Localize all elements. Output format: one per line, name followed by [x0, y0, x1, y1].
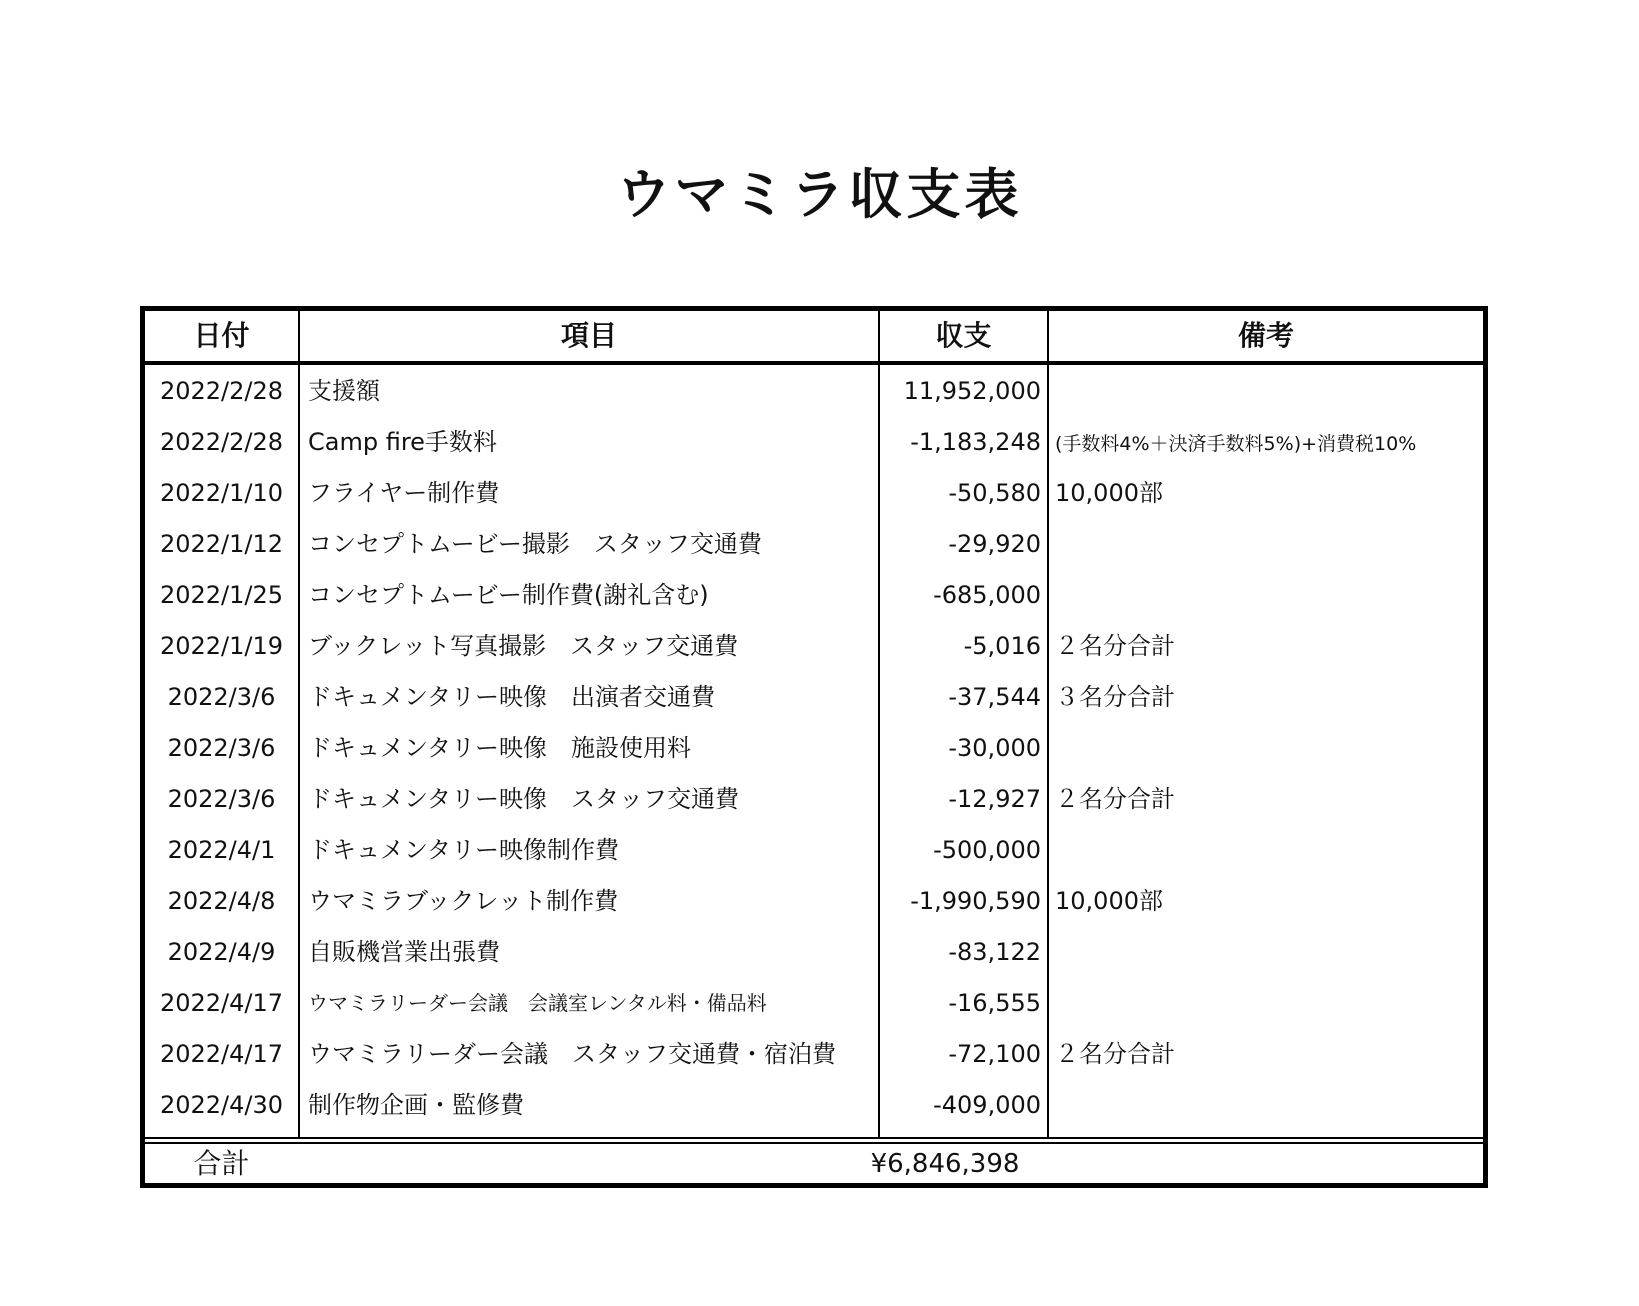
- cell-item: コンセプトムービー制作費(謝礼含む): [308, 581, 709, 609]
- cell-item: 支援額: [308, 377, 380, 405]
- cell-item: ドキュメンタリー映像 出演者交通費: [308, 683, 716, 711]
- ledger-table: [140, 306, 1488, 1188]
- cell-date: 2022/3/6: [167, 683, 276, 711]
- cell-item: ドキュメンタリー映像 スタッフ交通費: [308, 785, 740, 813]
- table-row: [145, 622, 1483, 673]
- cell-item: ブックレット写真撮影 スタッフ交通費: [308, 632, 739, 660]
- table-row: [145, 469, 1483, 520]
- cell-item: 自販機営業出張費: [308, 938, 500, 966]
- cell-note: (手数料4%＋決済手数料5%)+消費税10%: [1055, 433, 1417, 455]
- page-title: ウマミラ収支表: [616, 163, 1023, 226]
- table-row: [145, 418, 1483, 469]
- cell-date: 2022/4/9: [167, 938, 276, 966]
- cell-item: ドキュメンタリー映像制作費: [308, 836, 620, 864]
- table-row: [145, 571, 1483, 622]
- cell-item: ウマミラリーダー会議 スタッフ交通費・宿泊費: [308, 1040, 836, 1068]
- cell-item: 制作物企画・監修費: [308, 1091, 524, 1119]
- cell-amount: -83,122: [948, 938, 1041, 966]
- table-row: [145, 928, 1483, 979]
- cell-date: 2022/2/28: [159, 428, 284, 456]
- cell-note: ２名分合計: [1055, 1040, 1175, 1068]
- cell-date: 2022/4/30: [159, 1091, 284, 1119]
- header-note: 備考: [1237, 319, 1294, 352]
- cell-amount: -50,580: [948, 479, 1041, 507]
- cell-date: 2022/3/6: [167, 785, 276, 813]
- cell-amount: -12,927: [948, 785, 1041, 813]
- cell-amount: -500,000: [933, 836, 1041, 864]
- table-row: [145, 1081, 1483, 1132]
- cell-date: 2022/4/8: [167, 887, 276, 915]
- table-row: [145, 1030, 1483, 1081]
- cell-amount: -29,920: [948, 530, 1041, 558]
- table-row: [145, 775, 1483, 826]
- total-value: ¥6,846,398: [870, 1149, 1020, 1179]
- cell-amount: -1,183,248: [910, 428, 1041, 456]
- header-item: 項目: [560, 319, 617, 352]
- cell-date: 2022/4/1: [167, 836, 276, 864]
- cell-date: 2022/4/17: [159, 989, 284, 1017]
- cell-note: ２名分合計: [1055, 785, 1175, 813]
- cell-amount: -685,000: [933, 581, 1041, 609]
- cell-amount: -5,016: [963, 632, 1041, 660]
- header-date: 日付: [193, 319, 250, 352]
- cell-note: ３名分合計: [1055, 683, 1175, 711]
- cell-amount: -1,990,590: [910, 887, 1041, 915]
- cell-note: 10,000部: [1055, 479, 1163, 507]
- cell-amount: -30,000: [948, 734, 1041, 762]
- cell-date: 2022/4/17: [159, 1040, 284, 1068]
- total-divider: [145, 1137, 1483, 1144]
- total-label: 合計: [193, 1147, 250, 1180]
- table-row: [145, 979, 1483, 1030]
- cell-date: 2022/1/10: [159, 479, 284, 507]
- cell-date: 2022/1/25: [159, 581, 284, 609]
- cell-amount: -37,544: [948, 683, 1041, 711]
- header-amount: 収支: [935, 319, 992, 352]
- cell-item: ウマミラリーダー会議 会議室レンタル料・備品料: [308, 991, 767, 1015]
- cell-item: Camp fire手数料: [308, 428, 497, 456]
- cell-item: ウマミラブックレット制作費: [308, 887, 619, 915]
- cell-amount: -409,000: [933, 1091, 1041, 1119]
- cell-note: ２名分合計: [1055, 632, 1175, 660]
- table-row: [145, 367, 1483, 418]
- cell-date: 2022/1/19: [159, 632, 284, 660]
- cell-date: 2022/1/12: [159, 530, 284, 558]
- table-row: [145, 673, 1483, 724]
- cell-amount: 11,952,000: [903, 377, 1041, 405]
- cell-date: 2022/2/28: [159, 377, 284, 405]
- cell-amount: -72,100: [948, 1040, 1041, 1068]
- cell-item: コンセプトムービー撮影 スタッフ交通費: [308, 530, 762, 558]
- cell-item: ドキュメンタリー映像 施設使用料: [308, 734, 692, 762]
- cell-item: フライヤー制作費: [308, 479, 500, 507]
- table-row: [145, 826, 1483, 877]
- table-row: [145, 520, 1483, 571]
- cell-date: 2022/3/6: [167, 734, 276, 762]
- cell-note: 10,000部: [1055, 887, 1163, 915]
- header-divider: [145, 361, 1483, 365]
- table-row: [145, 724, 1483, 775]
- cell-amount: -16,555: [948, 989, 1041, 1017]
- table-row: [145, 877, 1483, 928]
